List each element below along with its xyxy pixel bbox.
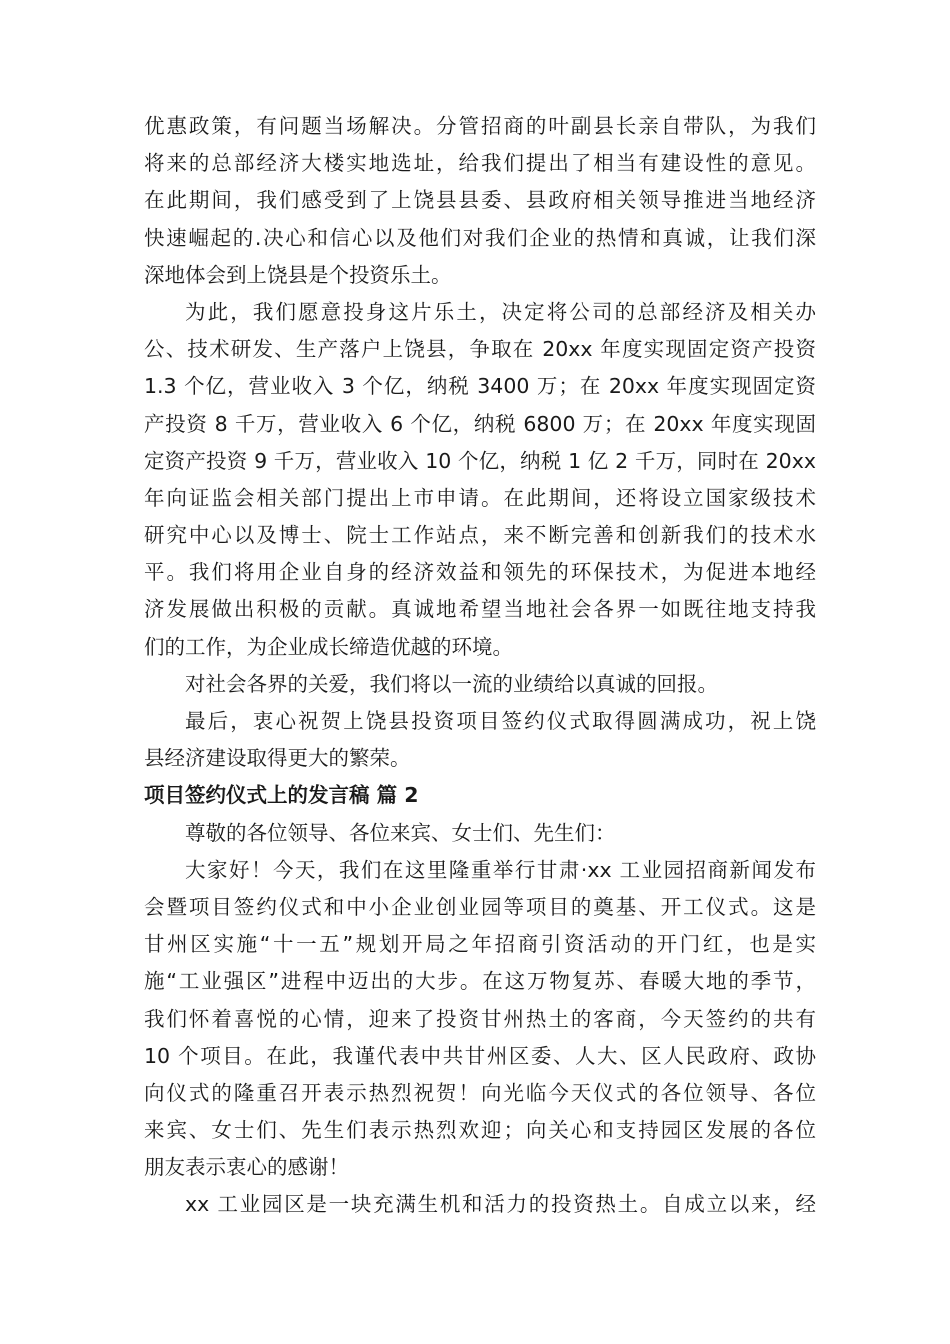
paragraph-line: 县经济建设取得更大的繁荣。 bbox=[144, 746, 411, 771]
paragraph-line: 我们怀着喜悦的心情，迎来了投资甘州热土的客商，今天签约的共有 bbox=[144, 1006, 816, 1031]
paragraph-line: 济发展做出积极的贡献。真诚地希望当地社会各界一如既往地支持我 bbox=[144, 597, 816, 622]
document-body bbox=[144, 108, 816, 1224]
section-heading: 项目签约仪式上的发言稿 篇 2 bbox=[144, 783, 419, 808]
paragraph-line: 深地体会到上饶县是个投资乐土。 bbox=[144, 262, 452, 287]
paragraph-line: 定资产投资 9 千万，营业收入 10 个亿，纳税 1 亿 2 千万，同时在 20xx bbox=[144, 448, 816, 473]
paragraph-line: 为此，我们愿意投身这片乐土，决定将公司的总部经济及相关办 bbox=[185, 299, 816, 324]
paragraph-line: 产投资 8 千万，营业收入 6 个亿，纳税 6800 万；在 20xx 年度实现固 bbox=[144, 411, 816, 436]
paragraph-line: xx 工业园区是一块充满生机和活力的投资热土。自成立以来，经 bbox=[185, 1192, 816, 1217]
paragraph-line: 甘州区实施“十一五”规划开局之年招商引资活动的开门红，也是实 bbox=[144, 932, 816, 957]
paragraph-line: 在此期间，我们感受到了上饶县县委、县政府相关领导推进当地经济 bbox=[144, 188, 816, 213]
paragraph-line: 年向证监会相关部门提出上市申请。在此期间，还将设立国家级技术 bbox=[144, 485, 816, 510]
paragraph-line: 大家好！今天，我们在这里隆重举行甘肃·xx 工业园招商新闻发布 bbox=[185, 857, 816, 882]
paragraph-line: 将来的总部经济大楼实地选址，给我们提出了相当有建设性的意见。 bbox=[144, 151, 816, 176]
paragraph-line: 向仪式的隆重召开表示热烈祝贺！向光临今天仪式的各位领导、各位 bbox=[144, 1080, 816, 1105]
paragraph-line: 公、技术研发、生产落户上饶县，争取在 20xx 年度实现固定资产投资 bbox=[144, 337, 816, 362]
paragraph-line: 会暨项目签约仪式和中小企业创业园等项目的奠基、开工仪式。这是 bbox=[144, 894, 816, 919]
paragraph-line: 平。我们将用企业自身的经济效益和领先的环保技术，为促进本地经 bbox=[144, 560, 816, 585]
paragraph-line: 研究中心以及博士、院士工作站点，来不断完善和创新我们的技术水 bbox=[144, 523, 816, 548]
paragraph-line: 优惠政策，有问题当场解决。分管招商的叶副县长亲自带队，为我们 bbox=[144, 114, 816, 138]
paragraph-line: 施“工业强区”进程中迈出的大步。在这万物复苏、春暖大地的季节， bbox=[144, 969, 816, 994]
paragraph-line: 最后，衷心祝贺上饶县投资项目签约仪式取得圆满成功，祝上饶 bbox=[185, 709, 816, 733]
paragraph-line: 们的工作，为企业成长缔造优越的环境。 bbox=[144, 634, 513, 659]
paragraph-line: 来宾、女士们、先生们表示热烈欢迎；向关心和支持园区发展的各位 bbox=[144, 1118, 816, 1143]
paragraph-line: 10 个项目。在此，我谨代表中共甘州区委、人大、区人民政府、政协 bbox=[144, 1043, 816, 1068]
paragraph-line: 朋友表示衷心的感谢！ bbox=[144, 1155, 349, 1180]
paragraph-line: 1.3 个亿，营业收入 3 个亿，纳税 3400 万；在 20xx 年度实现固定资 bbox=[144, 374, 816, 399]
paragraph-line: 尊敬的各位领导、各位来宾、女士们、先生们： bbox=[185, 820, 616, 845]
paragraph-line: 快速崛起的.决心和信心以及他们对我们企业的热情和真诚，让我们深 bbox=[144, 225, 816, 250]
paragraph-line: 对社会各界的关爱，我们将以一流的业绩给以真诚的回报。 bbox=[185, 671, 718, 696]
